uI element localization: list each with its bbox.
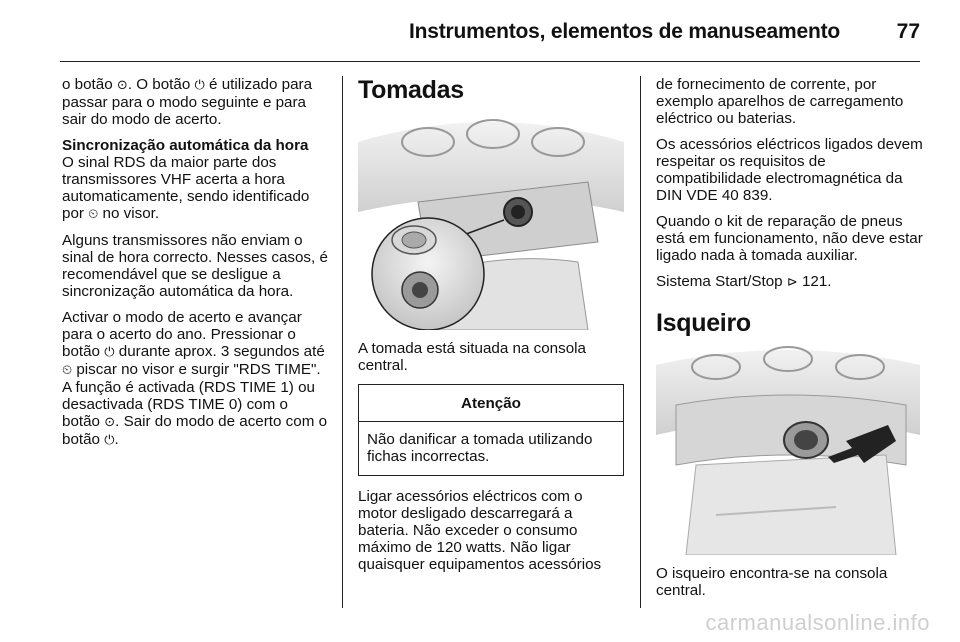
- paragraph: Quando o kit de reparação de pneus está em funcionamento, não deve estar ligado nada à tomada auxiliar.: [656, 213, 923, 264]
- paragraph: [656, 273, 924, 291]
- power-button-icon: ⏻: [104, 345, 115, 360]
- power-button-icon: ⏻: [104, 433, 115, 448]
- paragraph: [62, 154, 330, 223]
- subheading: Sincronização automática da hora: [62, 137, 309, 154]
- text-run: . O botão: [127, 76, 195, 93]
- warning-heading: Atenção: [359, 385, 623, 422]
- text-run: .: [114, 431, 119, 448]
- paragraph: de fornecimento de corrente, por exemplo aparelhos de carregamento eléctrico ou baterias.: [656, 76, 904, 127]
- power-outlet-illustration: [358, 112, 624, 330]
- text-run: no visor.: [98, 205, 160, 222]
- text-run: piscar no visor e surgir "RDS TIME". A função é activada (RDS TIME 1) ou desactivada (RDS TIME 0) com o botão: [62, 361, 321, 430]
- section-title-tomadas: Tomadas: [358, 76, 464, 104]
- paragraph: [62, 309, 330, 449]
- column-right: [656, 76, 924, 608]
- text-run: é utilizado para passar para o modo seguinte e para sair do modo de acerto.: [62, 76, 313, 128]
- text-run: O sinal RDS da maior parte dos transmissores VHF acerta a hora automaticamente, sendo identificado por: [62, 154, 310, 222]
- column-middle: [358, 76, 624, 582]
- dial-button-icon: ⊙: [104, 415, 116, 430]
- page-header: [60, 14, 920, 62]
- dial-button-icon: ⊙: [116, 78, 128, 93]
- column-divider: [342, 76, 343, 608]
- text-run: o botão: [62, 76, 117, 93]
- clock-sync-icon: ⏲: [88, 207, 99, 222]
- text-run: . Sair do modo de acerto com o botão: [62, 413, 328, 448]
- text-run: durante aprox. 3 segundos até: [114, 343, 325, 360]
- paragraph: O isqueiro encontra-se na consola central.: [656, 565, 888, 599]
- text-run: 121.: [797, 273, 832, 290]
- page-reference-icon: ⊳: [786, 275, 798, 290]
- watermark: carmanualsonline.info: [705, 610, 930, 635]
- text-run: Sistema Start/Stop: [656, 273, 787, 290]
- paragraph: Ligar acessórios eléctricos com o motor desligado descarregará a bateria. Não exceder o consumo máximo de 120 watts. Não ligar quaisquer equipamentos acessórios: [358, 488, 602, 573]
- clock-sync-icon: ⏲: [62, 363, 73, 378]
- warning-box: [358, 384, 624, 476]
- paragraph: Alguns transmissores não enviam o sinal de hora correcto. Nesses casos, é recomendável que se desligue a sincronização automática da hora.: [62, 232, 328, 300]
- warning-body: Não danificar a tomada utilizando fichas incorrectas.: [367, 431, 593, 465]
- cigarette-lighter-illustration: [656, 345, 920, 555]
- text-run: Activar o modo de acerto e avançar para o acerto do ano. Pressionar o botão: [62, 309, 302, 360]
- section-title-isqueiro: Isqueiro: [656, 309, 751, 337]
- page-title: Instrumentos, elementos de manuseamento: [409, 20, 840, 43]
- power-button-icon: ⏻: [194, 78, 205, 93]
- paragraph: [62, 76, 330, 128]
- paragraph: Os acessórios eléctricos ligados devem respeitar os requisitos de compatibilidade electromagnética da DIN VDE 40 839.: [656, 136, 923, 204]
- column-left: [62, 76, 330, 458]
- paragraph: A tomada está situada na consola central.: [358, 340, 586, 374]
- column-divider: [640, 76, 641, 608]
- page-number: 77: [896, 20, 920, 43]
